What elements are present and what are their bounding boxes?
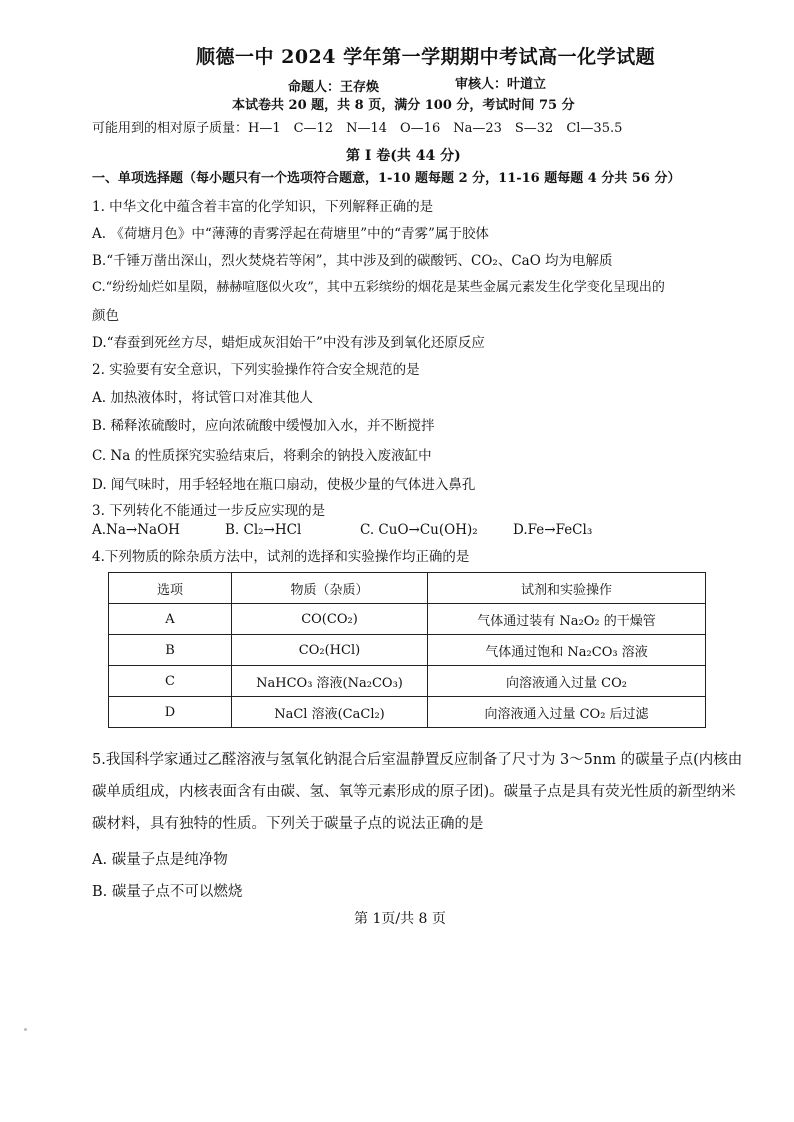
scan-speck	[24, 1028, 27, 1031]
table-cell: D	[109, 697, 232, 728]
q3-option-b: B. Cl₂→HCl	[225, 522, 302, 538]
page-number: 第 1页/共 8 页	[354, 911, 446, 927]
table-cell: CO(CO₂)	[232, 604, 428, 635]
table-cell: C	[109, 666, 232, 697]
q5-stem-line-2: 碳单质组成，内核表面含有由碳、氢、氧等元素形成的原子团)。碳量子点是具有荧光性质的新型纳米	[92, 784, 736, 800]
q1-option-c-cont: 颜色	[92, 308, 119, 324]
q2-stem: 2. 实验要有安全意识，下列实验操作符合安全规范的是	[92, 362, 420, 378]
q2-option-a: A. 加热液体时，将试管口对准其他人	[92, 390, 313, 406]
part-heading: 一、单项选择题（每小题只有一个选项符合题意，1-10 题每题 2 分，11-16 题每题 4 分共 56 分）	[92, 171, 681, 186]
table-row	[109, 604, 706, 635]
q2-option-b: B. 稀释浓硫酸时，应向浓硫酸中缓慢加入水，并不断搅拌	[92, 418, 435, 434]
q1-option-b: B.“千锤万凿出深山，烈火焚烧若等闲”，其中涉及到的碳酸钙、CO₂、CaO 均为电解质	[92, 253, 613, 269]
table-row	[109, 666, 706, 697]
table-header-cell: 物质（杂质）	[232, 573, 428, 604]
reviewer-label: 审核人：叶道立	[455, 77, 547, 92]
table-cell: 向溶液通入过量 CO₂	[428, 666, 706, 697]
table-header-row	[109, 573, 706, 604]
table-row	[109, 635, 706, 666]
table-cell: 气体通过装有 Na₂O₂ 的干燥管	[428, 604, 706, 635]
q2-option-d: D. 闻气味时，用手轻轻地在瓶口扇动，使极少量的气体进入鼻孔	[92, 477, 476, 493]
exam-info: 本试卷共 20 题，共 8 页，满分 100 分，考试时间 75 分	[232, 98, 575, 113]
table-header-cell: 选项	[109, 573, 232, 604]
q2-option-c: C. Na 的性质探究实验结束后，将剩余的钠投入废液缸中	[92, 448, 432, 464]
table-cell: NaHCO₃ 溶液(Na₂CO₃)	[232, 666, 428, 697]
table-cell: 向溶液通入过量 CO₂ 后过滤	[428, 697, 706, 728]
q1-stem: 1. 中华文化中蕴含着丰富的化学知识，下列解释正确的是	[92, 199, 434, 215]
table-cell: B	[109, 635, 232, 666]
atomic-masses: 可能用到的相对原子质量：H—1 C—12 N—14 O—16 Na—23 S—32 Cl—35.5	[92, 121, 623, 136]
q5-stem-line-1: 5.我国科学家通过乙醛溶液与氢氧化钠混合后室温静置反应制备了尺寸为 3～5nm 的碳量子点(内核由	[92, 752, 743, 768]
q4-stem: 4.下列物质的除杂质方法中，试剂的选择和实验操作均正确的是	[92, 549, 470, 565]
table-header-cell: 试剂和实验操作	[428, 573, 706, 604]
table-cell: NaCl 溶液(CaCl₂)	[232, 697, 428, 728]
q1-option-c: C.“纷纷灿烂如星陨，赫赫喧豗似火攻”，其中五彩缤纷的烟花是某些金属元素发生化学变化呈现出的	[92, 280, 665, 295]
q3-stem: 3. 下列转化不能通过一步反应实现的是	[92, 503, 326, 519]
q3-option-a: A.Na→NaOH	[92, 522, 180, 538]
q1-option-d: D.“春蚕到死丝方尽，蜡炬成灰泪始干”中没有涉及到氧化还原反应	[92, 335, 485, 351]
q3-option-c: C. CuO→Cu(OH)₂	[360, 522, 478, 538]
table-cell: A	[109, 604, 232, 635]
exam-title: 顺德一中 2024 学年第一学期期中考试高一化学试题	[196, 46, 656, 68]
q5-option-a: A. 碳量子点是纯净物	[92, 852, 228, 868]
table-cell: CO₂(HCl)	[232, 635, 428, 666]
q1-option-a: A. 《荷塘月色》中“薄薄的青雾浮起在荷塘里”中的“青雾”属于胶体	[92, 226, 489, 242]
volume-heading: 第 I 卷(共 44 分)	[346, 148, 461, 164]
q5-stem-line-3: 碳材料，具有独特的性质。下列关于碳量子点的说法正确的是	[92, 816, 484, 832]
setter-label: 命题人：王存焕	[288, 80, 380, 95]
q5-option-b: B. 碳量子点不可以燃烧	[92, 884, 243, 900]
q4-options-table	[108, 572, 706, 728]
table-row	[109, 697, 706, 728]
table-cell: 气体通过饱和 Na₂CO₃ 溶液	[428, 635, 706, 666]
q3-option-d: D.Fe→FeCl₃	[513, 522, 593, 538]
